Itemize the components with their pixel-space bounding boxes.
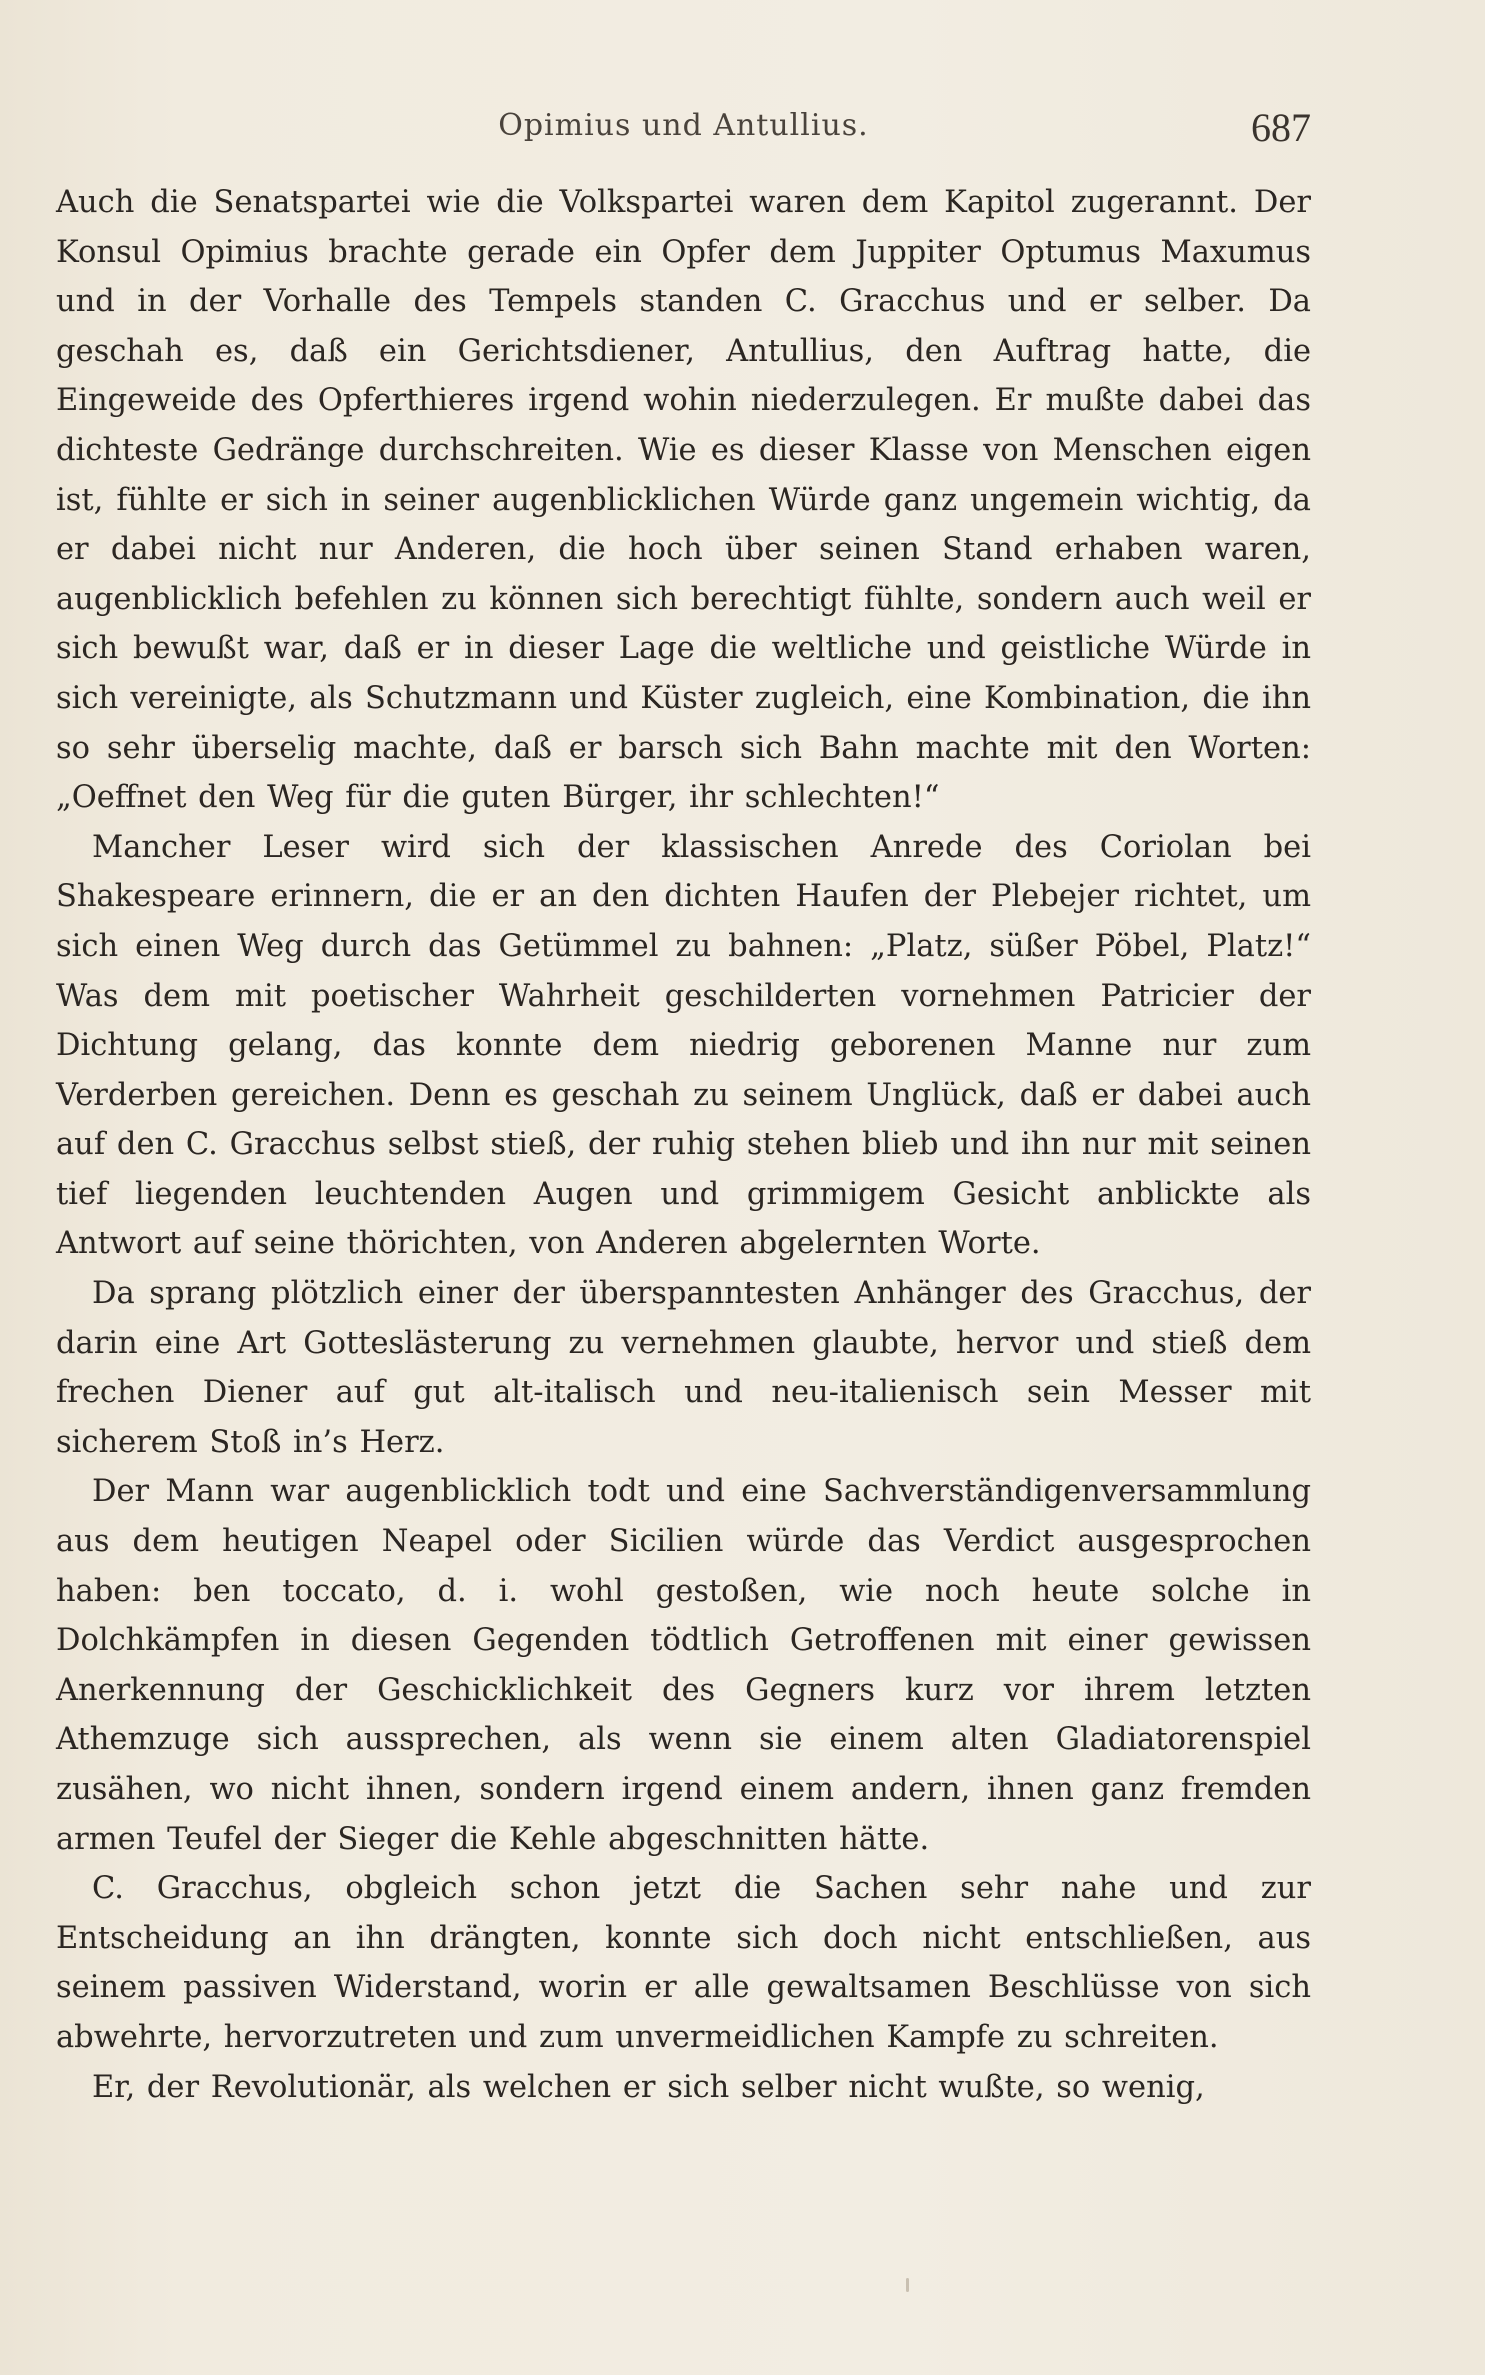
paragraph-5: C. Gracchus, obgleich schon jetzt die Sachen sehr nahe und zur Entscheidung an ihn drängten, konnte sich doch nicht entschließen, aus seinem passiven Widerstand, worin er alle gewaltsamen Beschlüsse von sich abwehrte, hervorzutreten und zum unvermeidlichen Kampfe zu schreiten.: [56, 1871, 1311, 2055]
paragraph-6: Er, der Revolutionär, als welchen er sich selber nicht wußte, so wenig,: [92, 2069, 1205, 2105]
paragraph-4: Der Mann war augenblicklich todt und eine Sachverständigenversammlung aus dem heutigen Neapel oder Sicilien würde das Verdict ausgesprochen haben: ben toccato, d. i. wohl gestoßen, wie noch heute solche in Dolchkämpfen in diesen Gegenden tödtlich Getroffenen mit einer gewissen Anerkennung der Geschicklichkeit des Gegners kurz vor ihrem letzten Athemzuge sich aussprechen, als wenn sie einem alten Gladiatorenspiel zusähen, wo nicht ihnen, sondern irgend einem andern, ihnen ganz fremden armen Teufel der Sieger die Kehle abgeschnitten hätte.: [56, 1474, 1311, 1857]
paragraph-2: Mancher Leser wird sich der klassischen Anrede des Coriolan bei Shakespeare erinnern, die er an den dichten Haufen der Plebejer richtet, um sich einen Weg durch das Getümmel zu bahnen: „Platz, süßer Pöbel, Platz!“ Was dem mit poetischer Wahrheit geschilderten vornehmen Patricier der Dichtung gelang, das konnte dem niedrig geborenen Manne nur zum Verderben gereichen. Denn es geschah zu seinem Unglück, daß er dabei auch auf den C. Gracchus selbst stieß, der ruhig stehen blieb und ihn nur mit seinen tief liegenden leuchtenden Augen und grimmigem Gesicht anblickte als Antwort auf seine thörichten, von Anderen abgelernten Worte.: [56, 829, 1311, 1262]
paragraph-3: Da sprang plötzlich einer der überspanntesten Anhänger des Gracchus, der darin eine Art Gotteslästerung zu vernehmen glaubte, hervor und stieß dem frechen Diener auf gut alt-italisch und neu-italienisch sein Messer mit sicherem Stoß in’s Herz.: [56, 1276, 1311, 1460]
paragraph-1: Auch die Senatspartei wie die Volkspartei waren dem Kapitol zugerannt. Der Konsul Opimius brachte gerade ein Opfer dem Juppiter Optumus Maxumus und in der Vorhalle des Tempels standen C. Gracchus und er selber. Da geschah es, daß ein Gerichtsdiener, Antullius, den Auftrag hatte, die Eingeweide des Opferthieres irgend wohin niederzulegen. Er mußte dabei das dichteste Gedränge durchschreiten. Wie es dieser Klasse von Menschen eigen ist, fühlte er sich in seiner augenblicklichen Würde ganz ungemein wichtig, da er dabei nicht nur Anderen, die hoch über seinen Stand erhaben waren, augenblicklich befehlen zu können sich berechtigt fühlte, sondern auch weil er sich bewußt war, daß er in dieser Lage die weltliche und geistliche Würde in sich vereinigte, als Schutzmann und Küster zugleich, eine Kombination, die ihn so sehr überselig machte, daß er barsch sich Bahn machte mit den Worten: „Oeffnet den Weg für die guten Bürger, ihr schlechten!“: [56, 185, 1311, 816]
page-number: 687: [1251, 105, 1311, 150]
body-text: [56, 178, 1311, 2112]
running-title: Opimius und Antullius.: [498, 108, 869, 143]
page-header: [56, 105, 1311, 158]
paper-speck: [906, 2278, 909, 2292]
